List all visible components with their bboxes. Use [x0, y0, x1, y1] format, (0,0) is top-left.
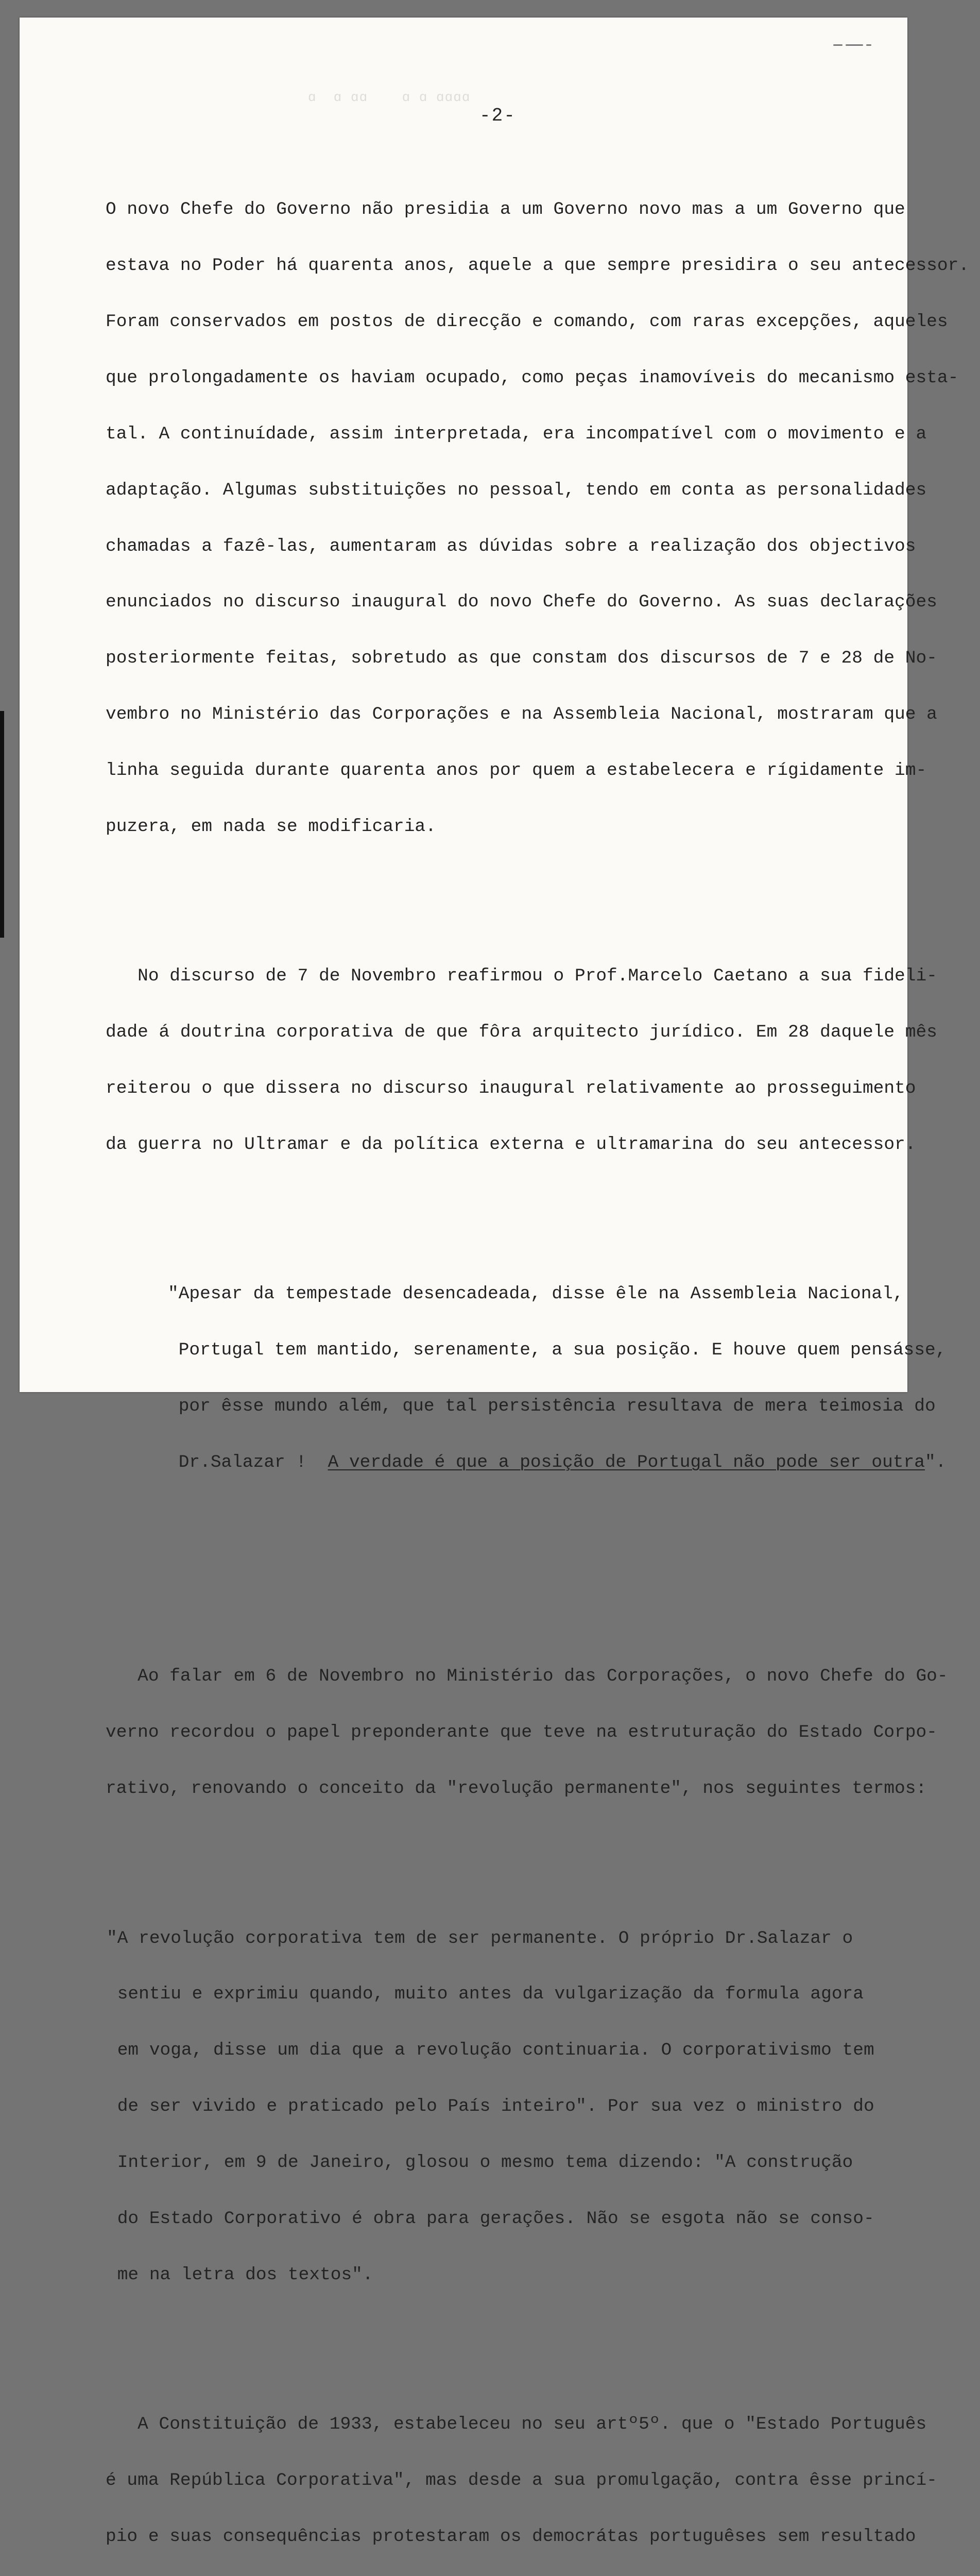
text-line: pio e suas consequências protestaram os democrátas portuguêses sem resultado — [106, 2527, 916, 2547]
paragraph-3 — [106, 1630, 948, 1836]
text-line: posteriormente feitas, sobretudo as que constam dos discursos de 7 e 28 de No- — [106, 648, 937, 669]
text-line: vembro no Ministério das Corporações e na Assembleia Nacional, mostraram que a — [106, 704, 937, 725]
text-line: Foram conservados em postos de direcção e comando, com raras excepções, aqueles — [106, 311, 948, 332]
text-line: tal. A continuídade, assim interpretada, era incompatível com o movimento e a — [106, 423, 927, 444]
paper-clip-mark — [833, 44, 880, 47]
scan-edge-strip — [0, 711, 4, 938]
document-body — [106, 126, 969, 2576]
text-line: verno recordou o papel preponderante que teve na estruturação do Estado Corpo- — [106, 1722, 937, 1743]
text-line: que prolongadamente os haviam ocupado, como peças inamovíveis do mecanismo esta- — [106, 367, 959, 388]
underlined-quote: A verdade é que a posição de Portugal não pode ser outra — [328, 1452, 925, 1473]
quote-line: sentiu e exprimiu quando, muito antes da vulgarização da formula agora — [107, 1984, 864, 2005]
text-line: dade á doutrina corporativa de que fôra arquitecto jurídico. Em 28 daquele mês — [106, 1022, 937, 1043]
quote-line: "Apesar da tempestade desencadeada, disse êle na Assembleia Nacional, — [168, 1284, 904, 1304]
block-quote-corporativa — [106, 1892, 909, 2322]
text-line: estava no Poder há quarenta anos, aquele a que sempre presidira o seu antecessor. — [106, 256, 969, 276]
block-quote-salazar — [106, 1248, 947, 1510]
text-line: A Constituição de 1933, estabeleceu no seu artº5º. que o "Estado Português — [106, 2414, 927, 2435]
text-line: linha seguida durante quarenta anos por quem a estabelecera e rígidamente im- — [106, 760, 927, 781]
text-line: é uma República Corporativa", mas desde a sua promulgação, contra êsse princí- — [106, 2470, 937, 2491]
quote-line: "A revolução corporativa tem de ser permanente. O próprio Dr.Salazar o — [107, 1928, 853, 1948]
paragraph-1 — [106, 163, 969, 874]
text-line: rativo, renovando o conceito da "revolução permanente", nos seguintes termos: — [106, 1778, 927, 1799]
paragraph-2 — [106, 930, 937, 1192]
text-line: No discurso de 7 de Novembro reafirmou o Prof.Marcelo Caetano a sua fideli- — [106, 966, 937, 987]
quote-text: Dr.Salazar ! — [168, 1452, 328, 1473]
quote-line: me na letra dos textos". — [107, 2264, 373, 2285]
quote-line: em voga, disse um dia que a revolução continuaria. O corporativismo tem — [107, 2040, 874, 2061]
quote-end: ". — [924, 1452, 947, 1473]
text-line: adaptação. Algumas substituições no pessoal, tendo em conta as personalidades — [106, 480, 927, 500]
document-page — [20, 18, 969, 2547]
text-line: reiterou o que dissera no discurso inaugural relativamente ao prosseguimento — [106, 1078, 916, 1099]
quote-line: por êsse mundo além, que tal persistência resultava de mera teimosia do — [168, 1396, 936, 1417]
text-line: enunciados no discurso inaugural do novo Chefe do Governo. As suas declarações — [106, 592, 937, 613]
text-line: puzera, em nada se modificaria. — [106, 816, 436, 837]
text-line: Ao falar em 6 de Novembro no Ministério das Corporações, o novo Chefe do Go- — [106, 1666, 948, 1687]
paragraph-4 — [106, 2378, 937, 2576]
page-number: -2- — [479, 105, 516, 126]
text-line: O novo Chefe do Governo não presidia a um Governo novo mas a um Governo que — [106, 199, 905, 220]
quote-line: Interior, em 9 de Janeiro, glosou o mesmo tema dizendo: "A construção — [107, 2153, 853, 2173]
quote-line: de ser vivido e praticado pelo País inteiro". Por sua vez o ministro do — [107, 2096, 874, 2117]
bleed-through-shadow: ɑ ɑ ɑɑ ɑ ɑ ɑɑɑɑ — [308, 90, 471, 105]
text-line: da guerra no Ultramar e da política externa e ultramarina do seu antecessor. — [106, 1134, 916, 1155]
text-line: chamadas a fazê-las, aumentaram as dúvidas sobre a realização dos objectivos — [106, 536, 916, 556]
quote-line: do Estado Corporativo é obra para gerações. Não se esgota não se conso- — [107, 2208, 874, 2229]
quote-line: Portugal tem mantido, serenamente, a sua posição. E houve quem pensásse, — [168, 1340, 947, 1361]
quote-line-last — [168, 1452, 947, 1473]
